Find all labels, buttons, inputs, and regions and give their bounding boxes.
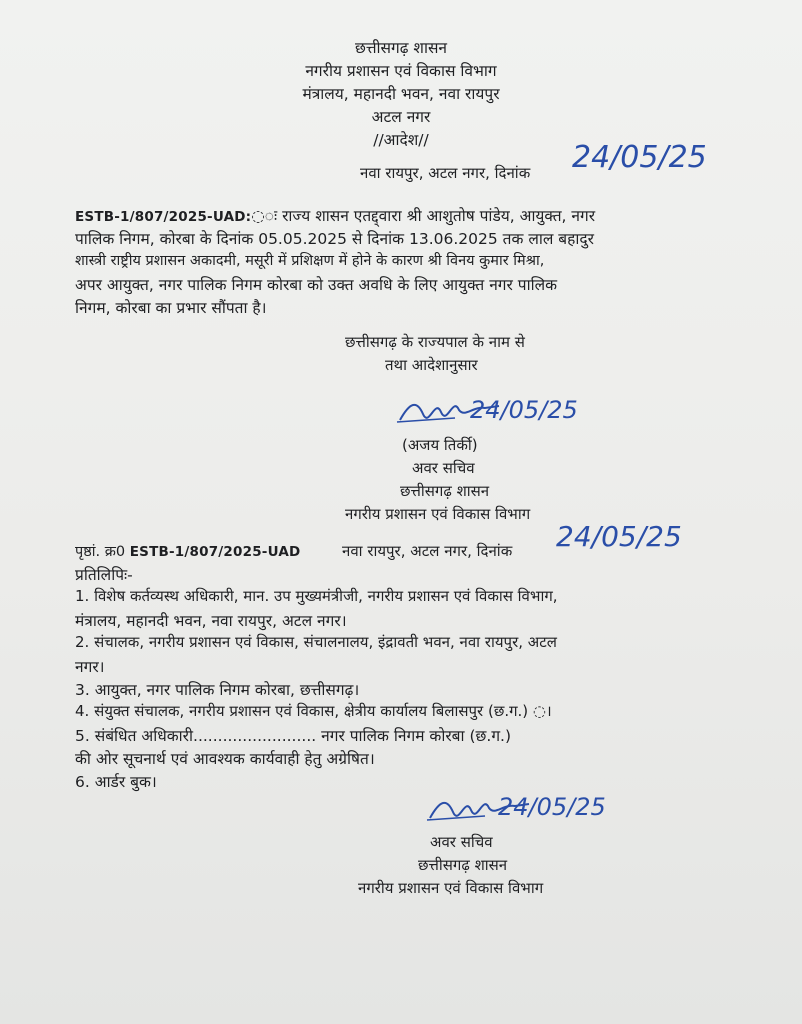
order-line-5: निगम, कोरबा का प्रभार सौंपता है। (75, 299, 267, 317)
copy-item-5: 5. संबंधित अधिकारी......................... नगर पालिक निगम कोरबा (छ.ग.) (75, 727, 512, 745)
order-reference: ESTB-1/807/2025-UAD: (75, 209, 252, 225)
signatory-dept-2: नगरीय प्रशासन एवं विकास विभाग (358, 879, 544, 897)
endorsement-label: पृष्ठां. क्र0 (75, 544, 126, 560)
signatory-govt-2: छत्तीसगढ़ शासन (418, 856, 508, 874)
department-name: नगरीय प्रशासन एवं विकास विभाग (305, 62, 497, 80)
order-line-3: शास्त्री राष्ट्रीय प्रशासन अकादमी, मसूरी में प्रशिक्षण में होने के कारण श्री विनय कुमार मिश्रा, (75, 253, 545, 269)
copy-item-2-cont: नगर। (75, 658, 105, 676)
handwritten-date: 24/05/25 (572, 140, 707, 175)
endorsement-dateline: नवा रायपुर, अटल नगर, दिनांक (342, 542, 513, 560)
signatory-designation-2: अवर सचिव (430, 833, 493, 851)
authority-line-1: छत्तीसगढ़ के राज्यपाल के नाम से (345, 333, 525, 351)
copy-item-1-cont: मंत्रालय, महानदी भवन, नवा रायपुर, अटल नगर। (75, 612, 347, 630)
copy-item-4: 4. संयुक्त संचालक, नगरीय प्रशासन एवं विकास, क्षेत्रीय कार्यालय बिलासपुर (छ.ग.) ◌। (75, 702, 552, 720)
authority-line-2: तथा आदेशानुसार (385, 356, 478, 374)
dateline-text: नवा रायपुर, अटल नगर, दिनांक (360, 164, 531, 182)
copy-item-5-cont: की ओर सूचनार्थ एवं आवश्यक कार्यवाही हेतु अग्रेषित। (75, 750, 375, 768)
order-line-1 (75, 204, 595, 226)
signatory-govt: छत्तीसगढ़ शासन (400, 482, 490, 500)
copy-item-6: 6. आर्डर बुक। (75, 773, 157, 791)
order-line-2: पालिक निगम, कोरबा के दिनांक 05.05.2025 से दिनांक 13.06.2025 तक लाल बहादुर (75, 230, 594, 248)
copy-item-1: 1. विशेष कर्तव्यस्थ अधिकारी, मान. उप मुख्यमंत्रीजी, नगरीय प्रशासन एवं विकास विभाग, (75, 587, 558, 605)
signatory-designation: अवर सचिव (412, 459, 475, 477)
signature-date-2: 24/05/25 (498, 793, 606, 821)
order-text: राज्य शासन एतद्द्वारा श्री आशुतोष पांडेय, आयुक्त, नगर (282, 207, 596, 225)
copy-to-heading: प्रतिलिपिः- (75, 566, 133, 584)
copy-item-2: 2. संचालक, नगरीय प्रशासन एवं विकास, संचालनालय, इंद्रावती भवन, नवा रायपुर, अटल (75, 633, 557, 651)
signatory-name: (अजय तिर्की) (402, 436, 478, 454)
order-heading: //आदेश// (373, 131, 429, 149)
govt-name: छत्तीसगढ़ शासन (354, 39, 448, 57)
endorsement-handwritten-date: 24/05/25 (556, 520, 682, 553)
order-line-4: अपर आयुक्त, नगर पालिक निगम कोरबा को उक्त अवधि के लिए आयुक्त नगर पालिक (75, 276, 558, 294)
office-address: मंत्रालय, महानदी भवन, नवा रायपुर (302, 85, 500, 103)
signatory-dept: नगरीय प्रशासन एवं विकास विभाग (345, 505, 531, 523)
order-separator: ◌ः (251, 207, 278, 225)
city-name: अटल नगर (371, 108, 431, 126)
signature-date: 24/05/25 (470, 396, 578, 424)
copy-item-3: 3. आयुक्त, नगर पालिक निगम कोरबा, छत्तीसगढ़। (75, 681, 360, 699)
endorsement-number: ESTB-1/807/2025-UAD (129, 544, 301, 560)
endorsement-ref (75, 541, 300, 561)
